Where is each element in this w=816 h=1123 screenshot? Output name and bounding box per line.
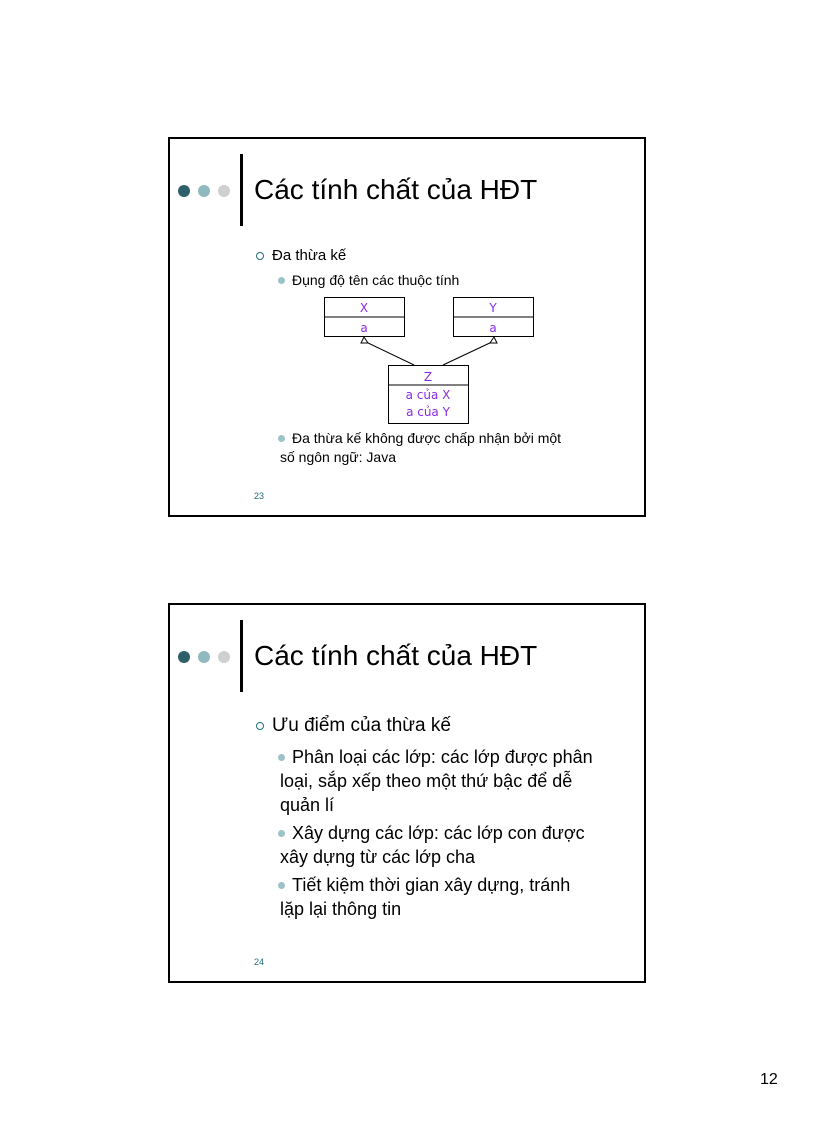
slide-number: 23 (254, 491, 265, 501)
inheritance-line-y (443, 341, 494, 365)
sub-bullet-save-time: Tiết kiệm thời gian xây dựng, tránh lặp lại thông tin (280, 875, 571, 919)
dot-bullet-icon (278, 882, 285, 889)
slide-number: 24 (254, 957, 265, 967)
class-z-name: Z (423, 370, 433, 384)
dot-mid-icon (198, 185, 210, 197)
title-divider (240, 154, 243, 226)
dot-bullet-icon (278, 754, 285, 761)
inheritance-line-x (364, 341, 414, 365)
class-y-attr: a (489, 321, 497, 335)
slide-24 (168, 603, 646, 983)
bullet-multiple-inheritance: Đa thừa kế (272, 247, 347, 264)
inheritance-diagram (324, 297, 536, 430)
inheritance-arrow-y-icon (490, 337, 497, 343)
dot-bullet-icon (278, 277, 285, 284)
sub-bullet-java: Đa thừa kế không được chấp nhận bởi một số ngôn ngữ: Java (280, 430, 562, 465)
dot-dark-icon (178, 185, 190, 197)
slide-23 (168, 137, 646, 517)
dot-mid-icon (198, 651, 210, 663)
dot-dark-icon (178, 651, 190, 663)
dot-light-icon (218, 651, 230, 663)
slide-title: Các tính chất của HĐT (254, 174, 538, 205)
ring-bullet-icon (256, 252, 264, 260)
sub-bullet-build: Xây dựng các lớp: các lớp con được xây dựng từ các lớp cha (280, 823, 585, 867)
class-x-attr: a (360, 321, 368, 335)
title-divider (240, 620, 243, 692)
class-diagram-svg (324, 297, 536, 425)
dot-bullet-icon (278, 830, 285, 837)
sub-bullet-name-conflict: Đụng độ tên các thuộc tính (292, 272, 460, 288)
dot-bullet-icon (278, 435, 285, 442)
page-number: 12 (760, 1071, 778, 1088)
class-z-attr2: a của Y (406, 405, 450, 419)
class-z-attr1: a của X (405, 388, 451, 402)
dot-light-icon (218, 185, 230, 197)
bullet-advantages: Ưu điểm của thừa kế (272, 715, 451, 736)
inheritance-arrow-x-icon (361, 337, 368, 343)
sub-bullet-classify: Phân loại các lớp: các lớp được phân loại, sắp xếp theo một thứ bậc để dễ quản lí (280, 747, 593, 815)
class-y-name: Y (489, 301, 497, 315)
class-x-name: X (359, 301, 369, 315)
ring-bullet-icon (256, 722, 264, 730)
slide-title: Các tính chất của HĐT (254, 640, 538, 671)
